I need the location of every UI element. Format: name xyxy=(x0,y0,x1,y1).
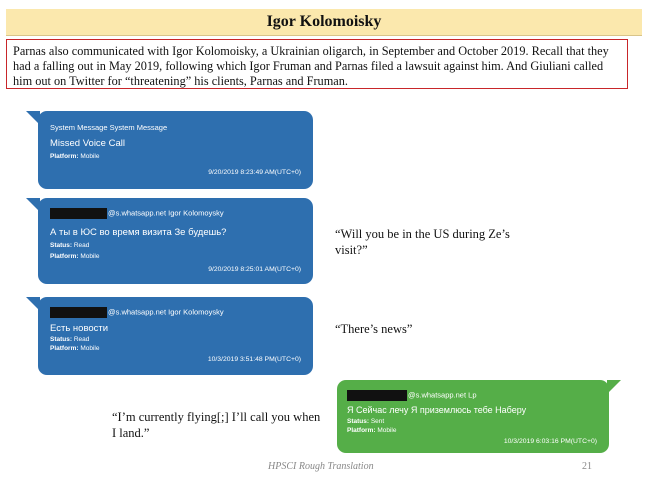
summary-box xyxy=(6,39,628,89)
message-sender: @s.whatsapp.net Igor Kolomoysky xyxy=(50,307,224,318)
message-platform: Platform: Mobile xyxy=(50,153,100,160)
message-bubble-3 xyxy=(38,297,313,375)
translation-1: “Will you be in the US during Ze’s visit?” xyxy=(335,227,510,257)
section-title: Igor Kolomoisky xyxy=(266,13,382,30)
page-number: 21 xyxy=(582,461,592,472)
bubble-tail xyxy=(607,380,621,394)
section-title-bar xyxy=(6,9,642,36)
message-bubble-1 xyxy=(38,111,313,189)
footer-label: HPSCI Rough Translation xyxy=(268,461,374,472)
message-timestamp: 10/3/2019 3:51:48 PM(UTC+0) xyxy=(207,356,301,363)
message-status: Status: Sent xyxy=(347,418,385,425)
message-text: Missed Voice Call xyxy=(50,138,125,149)
message-text: Есть новости xyxy=(50,323,109,334)
redaction-block xyxy=(347,390,407,401)
bubble-tail xyxy=(26,111,40,125)
message-bubble-2 xyxy=(38,198,313,284)
translation-3: “I’m currently flying[;] I’ll call you when I land.” xyxy=(112,410,321,440)
bubble-tail xyxy=(26,297,40,311)
message-platform: Platform: Mobile xyxy=(50,345,100,352)
message-timestamp: 9/20/2019 8:25:01 AM(UTC+0) xyxy=(208,266,301,273)
message-sender: System Message System Message xyxy=(50,123,168,132)
message-timestamp: 10/3/2019 6:03:16 PM(UTC+0) xyxy=(503,438,597,445)
message-sender: @s.whatsapp.net Lp xyxy=(347,390,477,401)
message-platform: Platform: Mobile xyxy=(50,253,100,260)
message-timestamp: 9/20/2019 8:23:49 AM(UTC+0) xyxy=(208,169,301,176)
message-sender: @s.whatsapp.net Igor Kolomoysky xyxy=(50,208,224,219)
translation-2: “There’s news” xyxy=(335,322,413,336)
message-platform: Platform: Mobile xyxy=(347,427,397,434)
message-text: Я Сейчас лечу Я приземлюсь тебе Наберу xyxy=(347,405,527,415)
message-status: Status: Read xyxy=(50,336,90,343)
message-bubble-4 xyxy=(337,380,609,453)
message-text: А ты в ЮС во время визита Зе будешь? xyxy=(50,227,227,238)
redaction-block xyxy=(50,307,107,318)
redaction-block xyxy=(50,208,107,219)
bubble-tail xyxy=(26,198,40,212)
message-status: Status: Read xyxy=(50,242,90,249)
summary-text: Parnas also communicated with Igor Kolomoisky, a Ukrainian oligarch, in September and October 2019. Recall that they had a falling out in May 2019, following which Igor Fruman and Parnas filed a lawsuit against him. And Giuliani called him out on Twitter for “threatening” his clients, Parnas and Fruman. xyxy=(13,44,609,88)
